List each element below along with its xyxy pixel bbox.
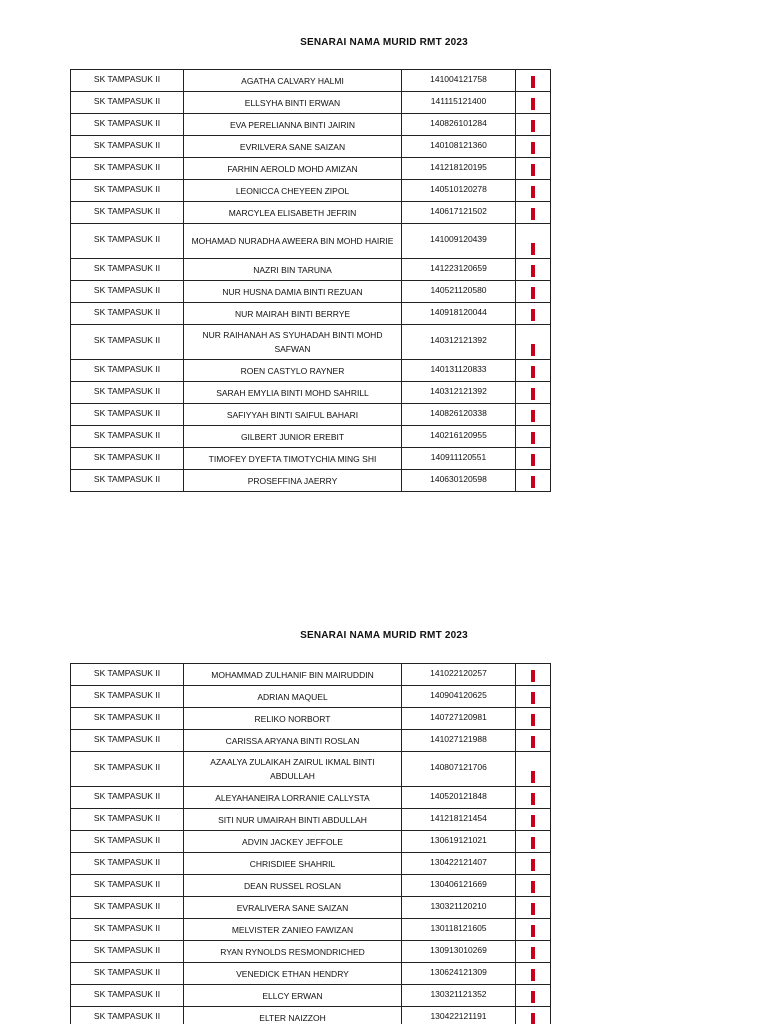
red-mark-icon [531,793,535,805]
mark-cell [516,853,551,875]
section-title-1: SENARAI NAMA MURID RMT 2023 [300,37,468,48]
ic-number-cell [402,1007,516,1024]
mark-cell [516,325,551,360]
school-cell [71,360,184,382]
student-name: VENEDICK ETHAN HENDRY [184,963,402,985]
school-name: SK TAMPASUK II [93,878,161,889]
table-row [71,875,551,897]
student-name: NUR RAIHANAH AS SYUHADAH BINTI MOHD SAFWAN [184,325,402,360]
student-name: GILBERT JUNIOR EREBIT [184,426,402,448]
ic-number: 130619121021 [430,834,487,845]
school-cell [71,686,184,708]
mark-cell [516,730,551,752]
table-row [71,360,551,382]
school-name: SK TAMPASUK II [93,335,161,345]
ic-number: 140521120580 [430,284,487,295]
table-row [71,92,551,114]
student-name: LEONICCA CHEYEEN ZIPOL [184,180,402,202]
ic-number: 130624121309 [430,966,487,977]
school-cell [71,224,184,259]
school-name: SK TAMPASUK II [93,473,161,484]
student-name: NUR HUSNA DAMIA BINTI REZUAN [184,281,402,303]
student-name: SITI NUR UMAIRAH BINTI ABDULLAH [184,809,402,831]
ic-number: 140918120044 [430,306,487,317]
school-name: SK TAMPASUK II [93,812,161,823]
red-mark-icon [531,903,535,915]
mark-cell [516,158,551,180]
school-name: SK TAMPASUK II [93,161,161,172]
student-name: ALEYAHANEIRA LORRANIE CALLYSTA [184,787,402,809]
red-mark-icon [531,410,535,422]
student-name: PROSEFFINA JAERRY [184,470,402,492]
ic-number: 130321121352 [430,988,487,999]
table-row [71,281,551,303]
student-name: SARAH EMYLIA BINTI MOHD SAHRILL [184,382,402,404]
ic-number: 130118121605 [430,922,487,933]
school-cell [71,963,184,985]
ic-number: 140807121706 [430,762,487,772]
ic-number: 140510120278 [430,183,487,194]
red-mark-icon [531,344,535,356]
table-row [71,158,551,180]
school-name: SK TAMPASUK II [93,790,161,801]
school-cell [71,259,184,281]
red-mark-icon [531,1013,535,1024]
mark-cell [516,180,551,202]
ic-number: 141223120659 [430,262,487,273]
table-row [71,664,551,686]
school-cell [71,985,184,1007]
section-title-2: SENARAI NAMA MURID RMT 2023 [300,630,468,641]
red-mark-icon [531,265,535,277]
red-mark-icon [531,243,535,255]
student-name: AGATHA CALVARY HALMI [184,70,402,92]
mark-cell [516,1007,551,1024]
table-row [71,426,551,448]
red-mark-icon [531,309,535,321]
ic-number-cell [402,853,516,875]
school-name: SK TAMPASUK II [93,363,161,374]
red-mark-icon [531,859,535,871]
mark-cell [516,664,551,686]
ic-number: 140216120955 [430,429,487,440]
ic-number-cell [402,360,516,382]
ic-number-cell [402,875,516,897]
student-name: ELLCY ERWAN [184,985,402,1007]
table-row [71,202,551,224]
school-cell [71,303,184,325]
student-name: MOHAMMAD ZULHANIF BIN MAIRUDDIN [184,664,402,686]
table-row [71,919,551,941]
ic-number: 140826120338 [430,407,487,418]
school-name: SK TAMPASUK II [93,117,161,128]
school-cell [71,941,184,963]
ic-number-cell [402,470,516,492]
ic-number-cell [402,92,516,114]
student-name: TIMOFEY DYEFTA TIMOTYCHIA MING SHI [184,448,402,470]
school-cell [71,1007,184,1024]
table-row [71,470,551,492]
table-row [71,224,551,259]
ic-number: 140727120981 [430,711,487,722]
school-name: SK TAMPASUK II [93,711,161,722]
ic-number-cell [402,158,516,180]
school-cell [71,470,184,492]
ic-number-cell [402,426,516,448]
mark-cell [516,809,551,831]
ic-number-cell [402,114,516,136]
school-name: SK TAMPASUK II [93,944,161,955]
table-row [71,963,551,985]
table-row [71,180,551,202]
ic-number-cell [402,382,516,404]
mark-cell [516,985,551,1007]
school-name: SK TAMPASUK II [93,966,161,977]
student-name: SAFIYYAH BINTI SAIFUL BAHARI [184,404,402,426]
table-row [71,1007,551,1024]
ic-number-cell [402,404,516,426]
red-mark-icon [531,142,535,154]
table-row [71,686,551,708]
ic-number-cell [402,963,516,985]
ic-number-cell [402,985,516,1007]
student-name: ROEN CASTYLO RAYNER [184,360,402,382]
student-name: FARHIN AEROLD MOHD AMIZAN [184,158,402,180]
student-name: ADVIN JACKEY JEFFOLE [184,831,402,853]
table-row [71,325,551,360]
red-mark-icon [531,76,535,88]
school-name: SK TAMPASUK II [93,262,161,273]
school-name: SK TAMPASUK II [93,900,161,911]
red-mark-icon [531,714,535,726]
mark-cell [516,382,551,404]
school-name: SK TAMPASUK II [93,856,161,867]
ic-number: 140312121392 [430,385,487,396]
red-mark-icon [531,366,535,378]
school-name: SK TAMPASUK II [93,183,161,194]
mark-cell [516,941,551,963]
school-name: SK TAMPASUK II [93,284,161,295]
table-row [71,404,551,426]
school-name: SK TAMPASUK II [93,834,161,845]
ic-number-cell [402,897,516,919]
mark-cell [516,686,551,708]
school-cell [71,831,184,853]
red-mark-icon [531,881,535,893]
red-mark-icon [531,736,535,748]
mark-cell [516,202,551,224]
school-name: SK TAMPASUK II [93,689,161,700]
mark-cell [516,470,551,492]
table-row [71,787,551,809]
red-mark-icon [531,837,535,849]
school-name: SK TAMPASUK II [93,407,161,418]
table-row [71,831,551,853]
ic-number: 140131120833 [430,363,487,374]
student-name: CHRISDIEE SHAHRIL [184,853,402,875]
table-row [71,752,551,787]
table-row [71,985,551,1007]
ic-number-cell [402,941,516,963]
ic-number: 140108121360 [430,139,487,150]
ic-number: 141022120257 [430,667,487,678]
ic-number: 130321120210 [430,900,487,911]
ic-number: 140520121848 [430,790,487,801]
school-cell [71,70,184,92]
school-cell [71,919,184,941]
ic-number-cell [402,325,516,360]
school-cell [71,404,184,426]
mark-cell [516,136,551,158]
table-row [71,897,551,919]
ic-number-cell [402,180,516,202]
ic-number: 140617121502 [430,205,487,216]
red-mark-icon [531,670,535,682]
school-name: SK TAMPASUK II [93,733,161,744]
red-mark-icon [531,208,535,220]
school-name: SK TAMPASUK II [93,988,161,999]
student-name: DEAN RUSSEL ROSLAN [184,875,402,897]
school-name: SK TAMPASUK II [93,95,161,106]
school-cell [71,875,184,897]
school-cell [71,448,184,470]
student-name: NAZRI BIN TARUNA [184,259,402,281]
student-name: EVA PERELIANNA BINTI JAIRIN [184,114,402,136]
student-name: NUR MAIRAH BINTI BERRYE [184,303,402,325]
school-name: SK TAMPASUK II [93,385,161,396]
red-mark-icon [531,164,535,176]
table-row [71,303,551,325]
ic-number-cell [402,136,516,158]
student-name: MOHAMAD NURADHA AWEERA BIN MOHD HAIRIE [184,224,402,259]
school-cell [71,853,184,875]
mark-cell [516,426,551,448]
school-cell [71,202,184,224]
student-table-2 [70,663,551,1024]
red-mark-icon [531,476,535,488]
ic-number-cell [402,281,516,303]
school-cell [71,787,184,809]
table-row [71,730,551,752]
ic-number: 141218121454 [430,812,487,823]
mark-cell [516,303,551,325]
ic-number: 141115121400 [430,95,487,106]
ic-number: 130422121191 [430,1010,487,1021]
school-cell [71,426,184,448]
ic-number-cell [402,787,516,809]
school-name: SK TAMPASUK II [93,429,161,440]
ic-number: 141218120195 [430,161,487,172]
table-row [71,114,551,136]
school-cell [71,730,184,752]
ic-number: 141009120439 [430,234,487,244]
table-row [71,941,551,963]
student-table-1 [70,69,551,492]
ic-number: 140630120598 [430,473,487,484]
student-name: MELVISTER ZANIEO FAWIZAN [184,919,402,941]
mark-cell [516,114,551,136]
mark-cell [516,708,551,730]
red-mark-icon [531,947,535,959]
ic-number-cell [402,259,516,281]
student-name: RYAN RYNOLDS RESMONDRICHED [184,941,402,963]
school-name: SK TAMPASUK II [93,762,161,772]
student-name: EVRILVERA SANE SAIZAN [184,136,402,158]
red-mark-icon [531,771,535,783]
ic-number-cell [402,448,516,470]
ic-number: 140911120551 [430,451,487,462]
ic-number-cell [402,730,516,752]
school-cell [71,92,184,114]
red-mark-icon [531,969,535,981]
school-cell [71,180,184,202]
school-cell [71,708,184,730]
table-row [71,448,551,470]
mark-cell [516,963,551,985]
mark-cell [516,831,551,853]
student-name: CARISSA ARYANA BINTI ROSLAN [184,730,402,752]
mark-cell [516,92,551,114]
ic-number-cell [402,809,516,831]
mark-cell [516,404,551,426]
red-mark-icon [531,287,535,299]
ic-number-cell [402,752,516,787]
mark-cell [516,360,551,382]
mark-cell [516,875,551,897]
red-mark-icon [531,432,535,444]
student-name: ADRIAN MAQUEL [184,686,402,708]
school-name: SK TAMPASUK II [93,922,161,933]
student-name: ELTER NAIZZOH [184,1007,402,1024]
mark-cell [516,70,551,92]
student-name: ELLSYHA BINTI ERWAN [184,92,402,114]
ic-number: 140904120625 [430,689,487,700]
red-mark-icon [531,692,535,704]
ic-number-cell [402,686,516,708]
ic-number: 141004121758 [430,73,487,84]
mark-cell [516,919,551,941]
school-name: SK TAMPASUK II [93,306,161,317]
red-mark-icon [531,388,535,400]
red-mark-icon [531,98,535,110]
red-mark-icon [531,454,535,466]
red-mark-icon [531,925,535,937]
mark-cell [516,448,551,470]
ic-number-cell [402,303,516,325]
table-row [71,382,551,404]
red-mark-icon [531,120,535,132]
ic-number-cell [402,919,516,941]
student-name: MARCYLEA ELISABETH JEFRIN [184,202,402,224]
red-mark-icon [531,991,535,1003]
ic-number: 140312121392 [430,335,487,345]
ic-number-cell [402,202,516,224]
mark-cell [516,897,551,919]
student-name: EVRALIVERA SANE SAIZAN [184,897,402,919]
mark-cell [516,224,551,259]
mark-cell [516,752,551,787]
school-name: SK TAMPASUK II [93,1010,161,1021]
school-name: SK TAMPASUK II [93,73,161,84]
ic-number: 130422121407 [430,856,487,867]
school-cell [71,809,184,831]
mark-cell [516,787,551,809]
ic-number: 130913010269 [430,944,487,955]
school-cell [71,325,184,360]
table-row [71,853,551,875]
school-cell [71,897,184,919]
school-cell [71,281,184,303]
mark-cell [516,259,551,281]
table-row [71,809,551,831]
school-name: SK TAMPASUK II [93,667,161,678]
table-row [71,259,551,281]
school-cell [71,752,184,787]
ic-number: 140826101284 [430,117,487,128]
table-row [71,136,551,158]
school-cell [71,158,184,180]
school-name: SK TAMPASUK II [93,451,161,462]
mark-cell [516,281,551,303]
school-cell [71,382,184,404]
table-row [71,70,551,92]
school-name: SK TAMPASUK II [93,139,161,150]
ic-number-cell [402,224,516,259]
ic-number-cell [402,708,516,730]
ic-number: 130406121669 [430,878,487,889]
school-cell [71,136,184,158]
school-cell [71,114,184,136]
ic-number-cell [402,70,516,92]
school-name: SK TAMPASUK II [93,234,161,244]
school-name: SK TAMPASUK II [93,205,161,216]
ic-number-cell [402,664,516,686]
red-mark-icon [531,815,535,827]
student-name: RELIKO NORBORT [184,708,402,730]
ic-number: 141027121988 [430,733,487,744]
red-mark-icon [531,186,535,198]
ic-number-cell [402,831,516,853]
school-cell [71,664,184,686]
student-name: AZAALYA ZULAIKAH ZAIRUL IKMAL BINTI ABDULLAH [184,752,402,787]
table-row [71,708,551,730]
